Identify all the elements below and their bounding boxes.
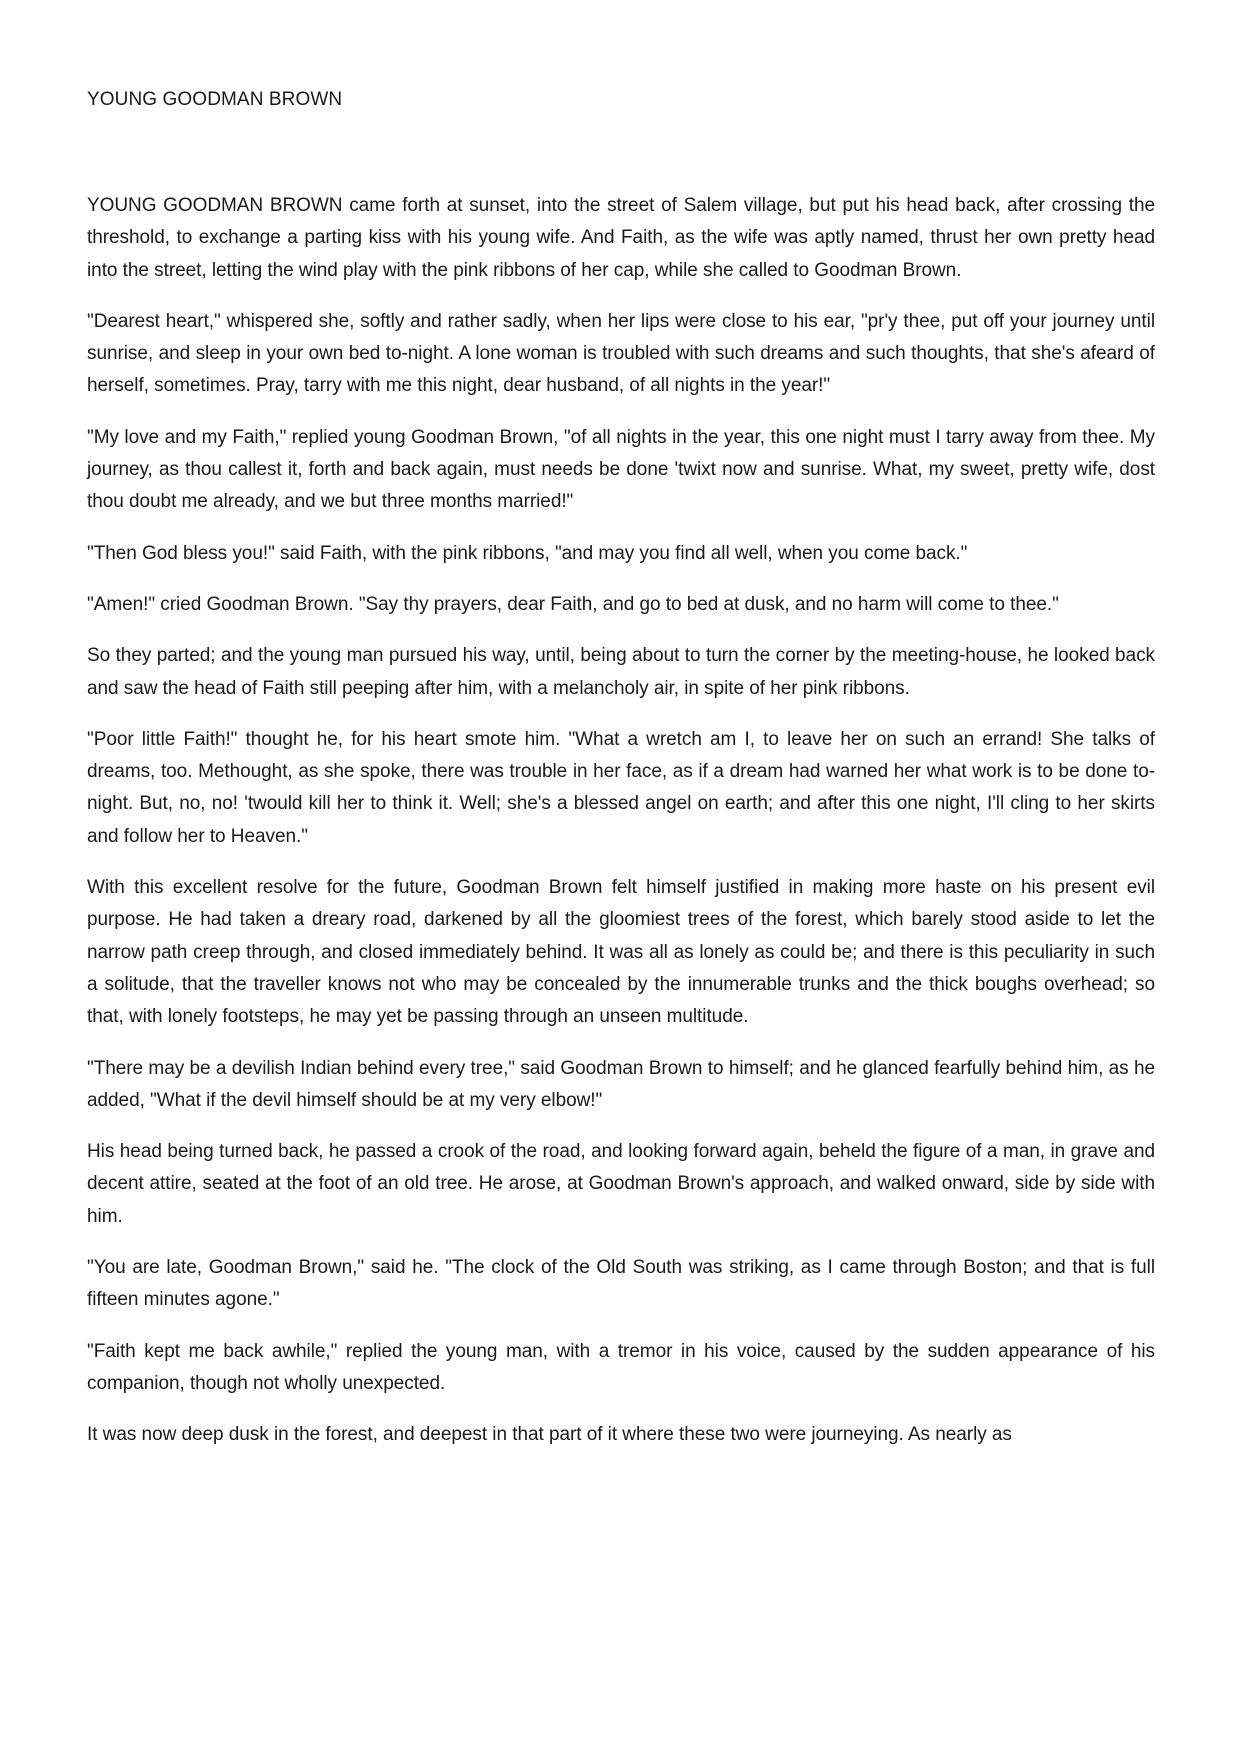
paragraph: His head being turned back, he passed a crook of the road, and looking forward again, beheld the figure of a man, in grave and decent attire, seated at the foot of an old tree. He arose, at Goodman Brown's approach, and walked onward, side by side with him. [87, 1141, 1155, 1227]
paragraph: "You are late, Goodman Brown," said he. "The clock of the Old South was striking, as I came through Boston; and that is full fifteen minutes agone." [87, 1257, 1155, 1311]
paragraph: "Dearest heart," whispered she, softly and rather sadly, when her lips were close to his ear, "pr'y thee, put off your journey until sunrise, and sleep in your own bed to-night. A lone woman is troubled with such dreams and such thoughts, that she's afeard of herself, sometimes. Pray, tarry with me this night, dear husband, of all nights in the year!" [87, 310, 1155, 397]
paragraph: With this excellent resolve for the future, Goodman Brown felt himself justified in making more haste on his present evil purpose. He had taken a dreary road, darkened by all the gloomiest trees of the forest, which barely stood aside to let the narrow path creep through, and closed immediately behind. It was all as lonely as could be; and there is this peculiarity in such a solitude, that the traveller knows not who may be concealed by the innumerable trunks and the thick boughs overhead; so that, with lonely footsteps, he may yet be passing through an unseen multitude. [87, 877, 1155, 1028]
paragraph: "My love and my Faith," replied young Goodman Brown, "of all nights in the year, this one night must I tarry away from thee. My journey, as thou callest it, forth and back again, must needs be done 'twixt now and sunrise. What, my sweet, pretty wife, dost thou doubt me already, and we but three months married!" [87, 426, 1155, 513]
paragraph: It was now deep dusk in the forest, and deepest in that part of it where these two were journeying. As nearly as [87, 1424, 1012, 1446]
paragraph: So they parted; and the young man pursued his way, until, being about to turn the corner by the meeting-house, he looked back and saw the head of Faith still peeping after him, with a melancholy air, in spite of her pink ribbons. [87, 645, 1155, 699]
paragraph: "Amen!" cried Goodman Brown. "Say thy prayers, dear Faith, and go to bed at dusk, and no harm will come to thee." [87, 593, 1059, 615]
paragraph: "Poor little Faith!" thought he, for his heart smote him. "What a wretch am I, to leave her on such an errand! She talks of dreams, too. Methought, as she spoke, there was trouble in her face, as if a dream had warned her what work is to be done to-night. But, no, no! 'twould kill her to think it. Well; she's a blessed angel on earth; and after this one night, I'll cling to her skirts and follow her to Heaven." [87, 728, 1155, 847]
document-title: YOUNG GOODMAN BROWN [87, 89, 343, 110]
paragraph: "Then God bless you!" said Faith, with the pink ribbons, "and may you find all well, when you come back." [87, 542, 968, 564]
document-body [87, 190, 1155, 1471]
paragraph: "Faith kept me back awhile," replied the young man, with a tremor in his voice, caused by the sudden appearance of his companion, though not wholly unexpected. [87, 1340, 1155, 1394]
paragraph: "There may be a devilish Indian behind every tree," said Goodman Brown to himself; and he glanced fearfully behind him, as he added, "What if the devil himself should be at my very elbow!" [87, 1057, 1155, 1111]
paragraph: YOUNG GOODMAN BROWN came forth at sunset, into the street of Salem village, but put his head back, after crossing the threshold, to exchange a parting kiss with his young wife. And Faith, as the wife was aptly named, thrust her own pretty head into the street, letting the wind play with the pink ribbons of her cap, while she called to Goodman Brown. [87, 195, 1155, 281]
